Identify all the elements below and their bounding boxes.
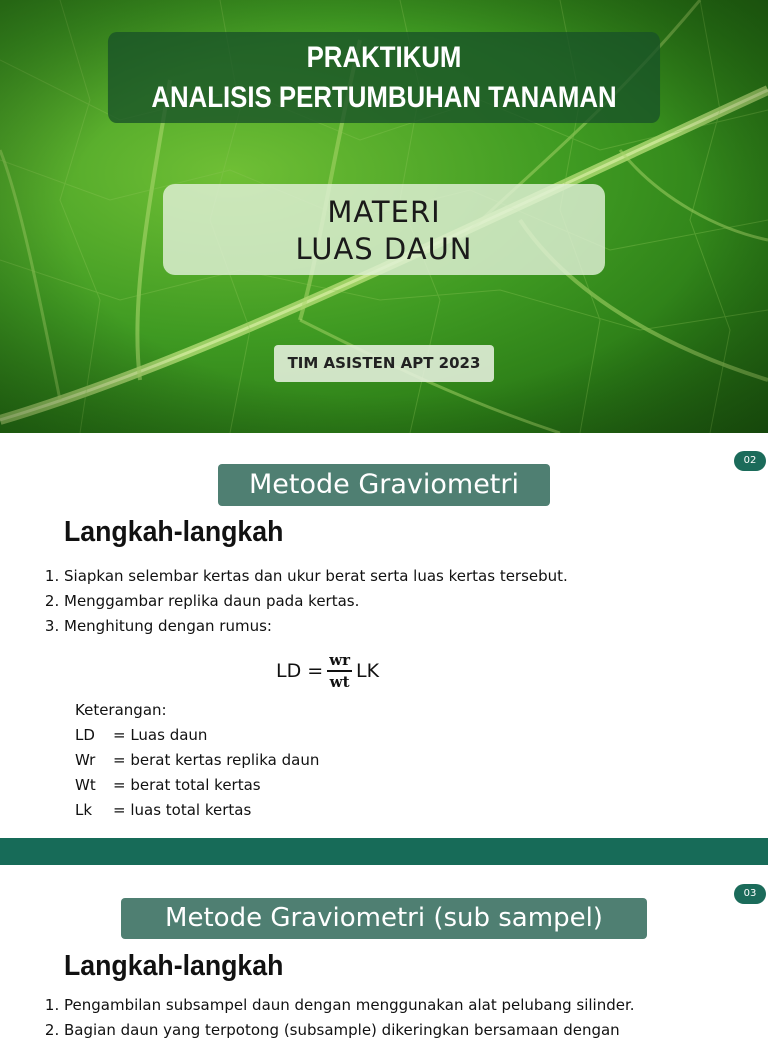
topic-box xyxy=(163,184,605,275)
step-item: 2. Bagian daun yang terpotong (subsample) dikeringkan bersamaan dengan xyxy=(64,1018,635,1043)
legend-key: Wr xyxy=(75,751,96,769)
topic-line1: MATERI xyxy=(327,195,441,229)
course-title-line1: PRAKTIKUM xyxy=(306,41,462,74)
steps-list xyxy=(40,993,635,1043)
formula-rhs: LK xyxy=(356,660,380,682)
legend-desc: = Luas daun xyxy=(113,726,208,744)
slide-divider xyxy=(0,838,768,865)
formula-numerator: wr xyxy=(327,650,352,672)
slide-2 xyxy=(0,433,768,838)
course-title-line2: ANALISIS PERTUMBUHAN TANAMAN xyxy=(151,81,617,114)
formula xyxy=(276,646,379,696)
steps-heading: Langkah-langkah xyxy=(64,950,284,982)
legend-row xyxy=(75,773,319,798)
step-item: 3. Menghitung dengan rumus: xyxy=(64,614,568,639)
legend-key: Wt xyxy=(75,776,96,794)
team-label: TIM ASISTEN APT 2023 xyxy=(274,345,494,382)
legend-key: LD xyxy=(75,726,95,744)
legend xyxy=(75,698,319,823)
step-item: 1. Siapkan selembar kertas dan ukur berat serta luas kertas tersebut. xyxy=(64,564,568,589)
formula-denominator: wt xyxy=(329,673,350,691)
legend-desc: = berat kertas replika daun xyxy=(113,751,320,769)
course-title-box xyxy=(108,32,660,123)
legend-row xyxy=(75,723,319,748)
page-number-badge: 02 xyxy=(734,451,766,471)
formula-fraction xyxy=(327,650,352,692)
legend-title: Keterangan: xyxy=(75,701,167,719)
steps-list xyxy=(40,564,568,639)
steps-heading: Langkah-langkah xyxy=(64,516,284,548)
topic-line2: LUAS DAUN xyxy=(295,232,473,266)
legend-desc: = berat total kertas xyxy=(113,776,261,794)
page-number-badge: 03 xyxy=(734,884,766,904)
step-item: 2. Menggambar replika daun pada kertas. xyxy=(64,589,568,614)
legend-key: Lk xyxy=(75,801,93,819)
legend-desc: = luas total kertas xyxy=(113,801,252,819)
section-title: Metode Graviometri xyxy=(218,464,550,506)
step-item: 1. Pengambilan subsampel daun dengan menggunakan alat pelubang silinder. xyxy=(64,993,635,1018)
section-title: Metode Graviometri (sub sampel) xyxy=(121,898,647,939)
slide-3 xyxy=(0,865,768,1039)
legend-row xyxy=(75,748,319,773)
formula-lhs: LD = xyxy=(276,660,324,682)
legend-row xyxy=(75,798,319,823)
cover-slide xyxy=(0,0,768,433)
